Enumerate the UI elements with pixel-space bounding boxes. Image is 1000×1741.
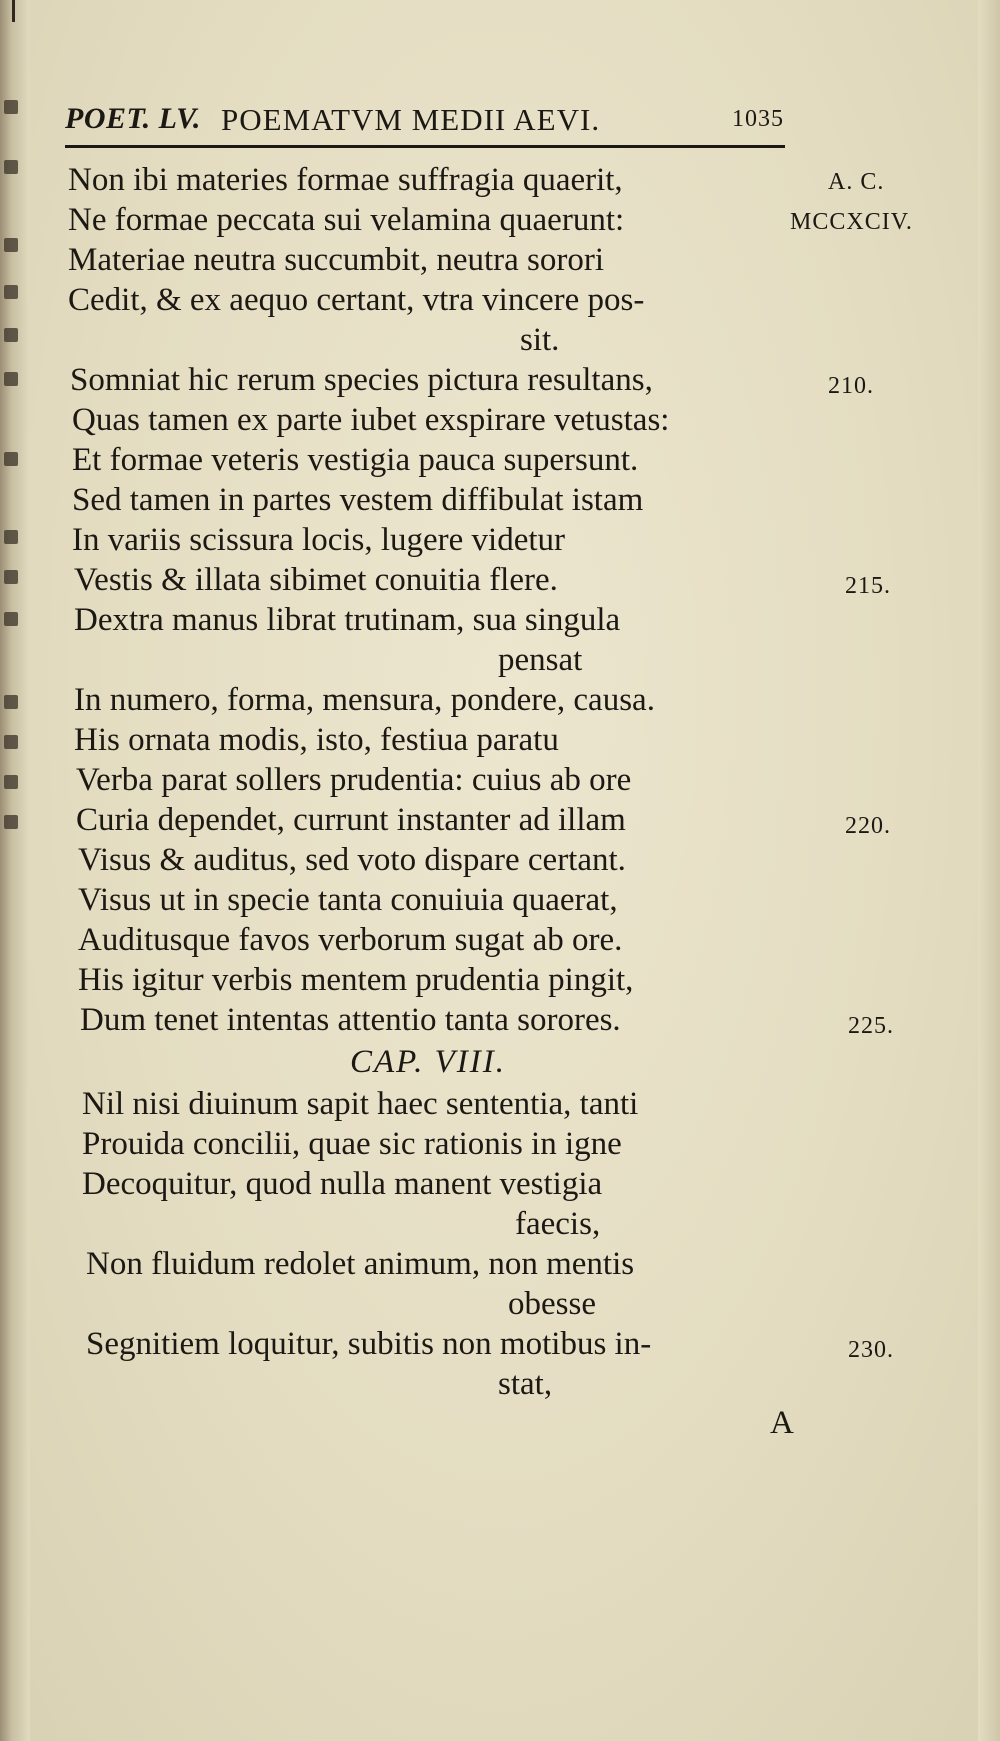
page-number: 1035: [732, 106, 784, 132]
catchword: A: [770, 1405, 794, 1441]
verse-line: [0, 240, 1000, 280]
verse-line: [0, 1204, 1000, 1244]
verse-text: Curia dependet, currunt instanter ad illam: [76, 802, 626, 838]
verse-line: [0, 440, 1000, 480]
verse-text: pensat: [498, 642, 583, 678]
verse-text: Dum tenet intentas attentio tanta sorores.: [80, 1002, 621, 1038]
verse-text: Decoquitur, quod nulla manent vestigia: [82, 1166, 603, 1202]
verse-text: Quas tamen ex parte iubet exspirare vetustas:: [72, 402, 670, 438]
page-edge-mark: [12, 0, 15, 22]
section-label: POET. LV.: [65, 102, 201, 135]
verse-text: stat,: [498, 1366, 553, 1402]
year-label: MCCXCIV.: [790, 209, 913, 235]
verse-text: Dextra manus librat trutinam, sua singula: [74, 602, 621, 638]
verse-line: [0, 600, 1000, 640]
chapter-heading: CAP. VIII.: [350, 1044, 506, 1080]
verse-text: Non ibi materies formae suffragia quaerit,: [68, 162, 623, 198]
verse-line: [0, 1000, 1000, 1040]
verse-line: [0, 1164, 1000, 1204]
verse-text: Materiae neutra succumbit, neutra sorori: [68, 242, 605, 278]
line-number: 230.: [848, 1337, 894, 1363]
bleed-through-mark: [4, 100, 18, 114]
running-header: [65, 98, 795, 144]
verse-text: obesse: [508, 1286, 596, 1322]
verse-line: [0, 1084, 1000, 1124]
verse-line: [0, 1284, 1000, 1324]
line-number: 225.: [848, 1013, 894, 1039]
verse-text: Segnitiem loquitur, subitis non motibus in-: [86, 1326, 652, 1362]
verse-text: Verba parat sollers prudentia: cuius ab ore: [76, 762, 632, 798]
verse-text: Nil nisi diuinum sapit haec sententia, tanti: [82, 1086, 639, 1122]
verse-text: Vestis & illata sibimet conuitia flere.: [74, 562, 558, 598]
verse-line: [0, 200, 1000, 240]
verse-line: [0, 880, 1000, 920]
verse-line: [0, 920, 1000, 960]
header-rule: [65, 145, 785, 148]
verse-line: [0, 400, 1000, 440]
verse-text: Somniat hic rerum species pictura resultans,: [70, 362, 653, 398]
verse-text: Cedit, & ex aequo certant, vtra vincere pos-: [68, 282, 645, 318]
verse-line: [0, 1364, 1000, 1404]
verse-line: [0, 560, 1000, 600]
verse-line: [0, 640, 1000, 680]
verse-line: [0, 1244, 1000, 1284]
verse-text: sit.: [520, 322, 560, 358]
verse-text: Non fluidum redolet animum, non mentis: [86, 1246, 635, 1282]
verse-line: [0, 720, 1000, 760]
verse-line: [0, 1042, 1000, 1082]
verse-line: [0, 840, 1000, 880]
verse-line: [0, 760, 1000, 800]
verse-text: In numero, forma, mensura, pondere, causa.: [74, 682, 655, 718]
line-number: 215.: [845, 573, 891, 599]
line-number: 220.: [845, 813, 891, 839]
verse-text: In variis scissura locis, lugere videtur: [72, 522, 566, 558]
verse-text: Visus & auditus, sed voto dispare certant.: [78, 842, 626, 878]
verse-text: Et formae veteris vestigia pauca supersunt.: [72, 442, 639, 478]
verse-line: [0, 960, 1000, 1000]
verse-line: [0, 280, 1000, 320]
verse-text: Visus ut in specie tanta conuiuia quaerat,: [78, 882, 618, 918]
verse-text: His igitur verbis mentem prudentia pingit,: [78, 962, 634, 998]
verse-line: [0, 360, 1000, 400]
verse-line: [0, 1124, 1000, 1164]
verse-line: [0, 800, 1000, 840]
verse-text: His ornata modis, isto, festiua paratu: [74, 722, 559, 758]
verse-text: Auditusque favos verborum sugat ab ore.: [78, 922, 623, 958]
era-label: A. C.: [828, 169, 885, 195]
line-number: 210.: [828, 373, 874, 399]
verse-text: Sed tamen in partes vestem diffibulat istam: [72, 482, 644, 518]
verse-line: [0, 1324, 1000, 1364]
verse-line: [0, 320, 1000, 360]
verse-line: [0, 480, 1000, 520]
verse-text: faecis,: [515, 1206, 601, 1242]
running-title: POEMATVM MEDII AEVI.: [221, 102, 601, 137]
verse-line: [0, 160, 1000, 200]
verse-line: [0, 680, 1000, 720]
verse-line: [0, 520, 1000, 560]
verse-text: Ne formae peccata sui velamina quaerunt:: [68, 202, 625, 238]
verse-text: Prouida concilii, quae sic rationis in igne: [82, 1126, 622, 1162]
